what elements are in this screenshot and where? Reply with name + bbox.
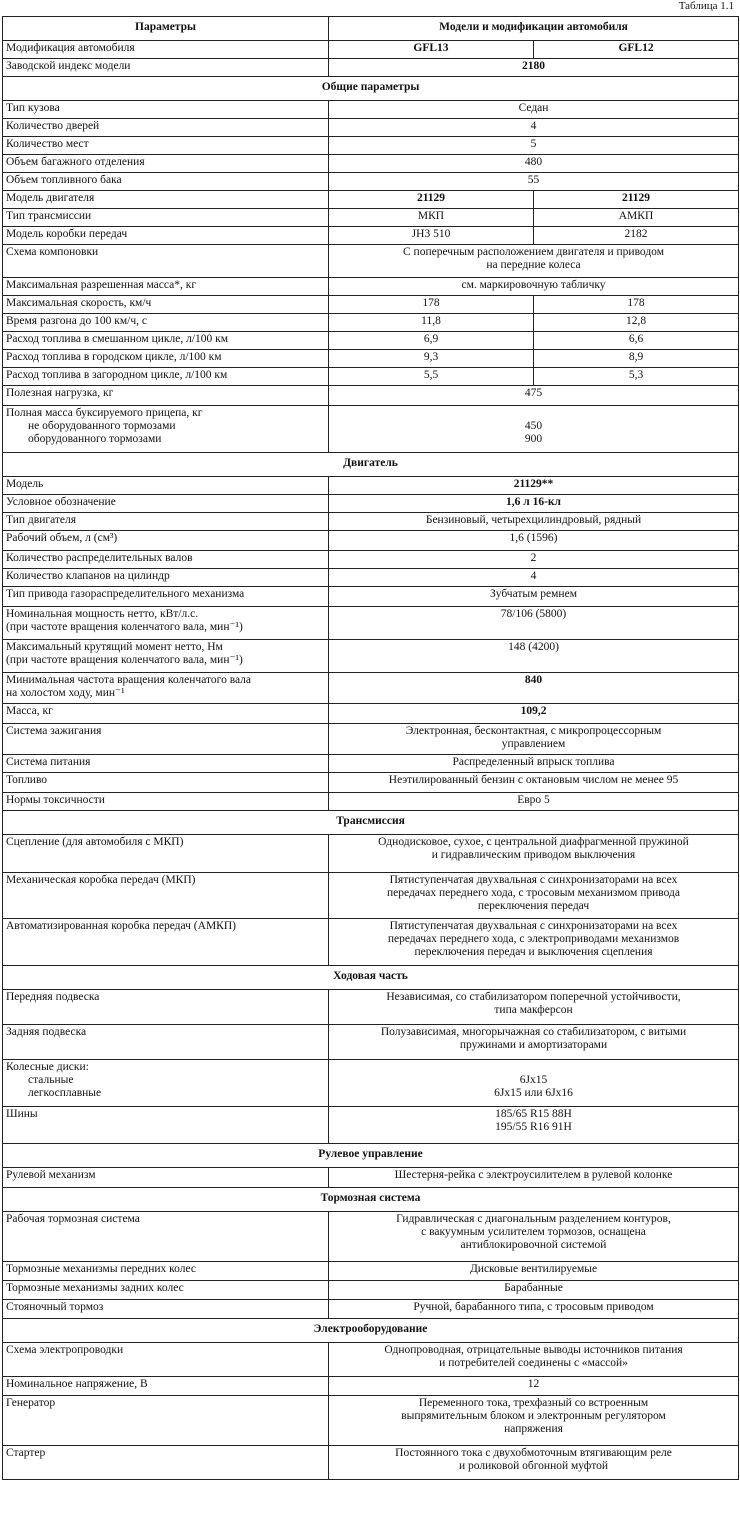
value-line: и потребителей соединены с «массой» — [439, 1357, 628, 1369]
row-label — [3, 673, 329, 704]
table-row — [3, 587, 739, 607]
table-row — [3, 569, 739, 587]
value-line: и роликовой обгонной муфтой — [459, 1460, 608, 1472]
value-line: Пятиступенчатая двухвальная с синхронизаторами на всех — [389, 874, 678, 886]
table-row — [3, 919, 739, 966]
table-row — [3, 607, 739, 640]
table-row — [3, 513, 739, 531]
value-gfl12: 12,8 — [534, 314, 739, 332]
label-line: легкосплавные — [28, 1087, 102, 1099]
row-label: Тормозные механизмы задних колес — [3, 1281, 329, 1300]
value-line: передачах переднего хода, с электроприводами механизмов — [387, 933, 680, 945]
row-value: 2180 — [329, 59, 739, 77]
row-label: Шины — [3, 1107, 329, 1144]
value-line: напряжения — [504, 1423, 563, 1435]
value-line: 185/65 R15 88H — [495, 1108, 572, 1120]
value-line: 900 — [524, 433, 543, 445]
row-value — [329, 406, 739, 453]
value-line: 450 — [524, 420, 543, 432]
table-row — [3, 1060, 739, 1107]
table-header — [3, 17, 739, 41]
row-label: Расход топлива в смешанном цикле, л/100 км — [3, 332, 329, 350]
table-row — [3, 990, 739, 1025]
table-row — [3, 173, 739, 191]
label-line: Колесные диски: — [6, 1061, 89, 1073]
value-gfl12: 178 — [534, 296, 739, 314]
section-header — [3, 453, 739, 477]
label-line: Полная масса буксируемого прицепа, кг — [6, 407, 203, 419]
table-row — [3, 1107, 739, 1144]
row-value — [329, 1343, 739, 1377]
section-title: Электрооборудование — [3, 1319, 739, 1343]
row-label: Схема электропроводки — [3, 1343, 329, 1377]
row-value — [329, 873, 739, 919]
row-value — [329, 724, 739, 755]
value-line: с вакуумным усилителем тормозов, оснащена — [421, 1226, 646, 1238]
table-row — [3, 245, 739, 278]
row-label: Номинальное напряжение, В — [3, 1377, 329, 1396]
row-label: Расход топлива в городском цикле, л/100 км — [3, 350, 329, 368]
section-header — [3, 1144, 739, 1168]
section-title: Трансмиссия — [3, 811, 739, 835]
row-label: Топливо — [3, 773, 329, 793]
row-label: Расход топлива в загородном цикле, л/100 км — [3, 368, 329, 386]
table-row — [3, 155, 739, 173]
row-value: 5 — [329, 137, 739, 155]
row-label: Объем топливного бака — [3, 173, 329, 191]
label-line: Максимальный крутящий момент нетто, Нм — [6, 641, 223, 653]
row-label: Автоматизированная коробка передач (АМКП) — [3, 919, 329, 966]
value-gfl13: 11,8 — [329, 314, 534, 332]
table-row — [3, 1343, 739, 1377]
row-value — [329, 1107, 739, 1144]
table-row — [3, 209, 739, 227]
value-line: Однодисковое, сухое, с центральной диафрагменной пружиной — [378, 836, 689, 848]
row-label: Сцепление (для автомобиля с МКП) — [3, 835, 329, 873]
table-row — [3, 137, 739, 155]
row-value — [329, 919, 739, 966]
row-value: Седан — [329, 101, 739, 119]
table-row — [3, 296, 739, 314]
section-header — [3, 1319, 739, 1343]
row-value: 21129** — [329, 477, 739, 495]
row-label: Объем багажного отделения — [3, 155, 329, 173]
section-title: Общие параметры — [3, 77, 739, 101]
table-row — [3, 873, 739, 919]
label-line: (при частоте вращения коленчатого вала, мин⁻¹) — [6, 654, 243, 666]
label-line: стальные — [28, 1074, 74, 1086]
header-models: Модели и модификации автомобиля — [329, 17, 739, 41]
value-gfl12: 8,9 — [534, 350, 739, 368]
row-label: Тип трансмиссии — [3, 209, 329, 227]
value-gfl13: 21129 — [329, 191, 534, 209]
value-line: управлением — [501, 738, 566, 750]
row-label: Количество мест — [3, 137, 329, 155]
row-value: 78/106 (5800) — [329, 607, 739, 640]
row-value: 480 — [329, 155, 739, 173]
value-line: и гидравлическим приводом выключения — [431, 849, 636, 861]
section-title: Двигатель — [3, 453, 739, 477]
table-row — [3, 368, 739, 386]
row-label: Передняя подвеска — [3, 990, 329, 1025]
table-row — [3, 1377, 739, 1396]
value-gfl13: GFL13 — [329, 41, 534, 59]
table-row — [3, 101, 739, 119]
specifications-table — [2, 16, 739, 1480]
value-line: пружинами и амортизаторами — [459, 1039, 608, 1051]
table-row — [3, 278, 739, 296]
row-value: 12 — [329, 1377, 739, 1396]
label-line: на холостом ходу, мин⁻¹ — [6, 687, 125, 699]
label-line: Номинальная мощность нетто, кВт/л.с. — [6, 608, 199, 620]
value-line: Однопроводная, отрицательные выводы источников питания — [384, 1344, 683, 1356]
row-label: Генератор — [3, 1396, 329, 1446]
row-label: Модель — [3, 477, 329, 495]
value-gfl12: GFL12 — [534, 41, 739, 59]
table-row — [3, 350, 739, 368]
value-line: Постоянного тока с двухобмоточным втягивающим реле — [395, 1447, 672, 1459]
table-row — [3, 1446, 739, 1480]
value-gfl12: 2182 — [534, 227, 739, 245]
row-label: Тип двигателя — [3, 513, 329, 531]
row-label: Система зажигания — [3, 724, 329, 755]
section-header — [3, 77, 739, 101]
row-label: Тип привода газораспределительного механизма — [3, 587, 329, 607]
section-header — [3, 966, 739, 990]
row-label: Задняя подвеска — [3, 1025, 329, 1060]
row-value: Ручной, барабанного типа, с тросовым приводом — [329, 1300, 739, 1319]
table-row — [3, 551, 739, 569]
table-row — [3, 191, 739, 209]
row-label: Система питания — [3, 755, 329, 773]
row-label — [3, 1060, 329, 1107]
table-row — [3, 755, 739, 773]
row-value — [329, 1396, 739, 1446]
row-value: 4 — [329, 119, 739, 137]
table-row — [3, 314, 739, 332]
table-row — [3, 1025, 739, 1060]
value-gfl13: 178 — [329, 296, 534, 314]
table-caption: Таблица 1.1 — [678, 0, 734, 12]
table-row — [3, 673, 739, 704]
value-gfl12: АМКП — [534, 209, 739, 227]
value-line: Полузависимая, многорычажная со стабилизатором, с витыми — [380, 1026, 687, 1038]
table-row — [3, 1212, 739, 1262]
table-row — [3, 531, 739, 551]
value-gfl12: 5,3 — [534, 368, 739, 386]
row-label: Количество дверей — [3, 119, 329, 137]
row-label: Стартер — [3, 1446, 329, 1480]
row-label — [3, 607, 329, 640]
value-line: Независимая, со стабилизатором поперечной устойчивости, — [386, 991, 681, 1003]
value-line: переключения передач и выключения сцепления — [414, 946, 653, 958]
section-title: Тормозная система — [3, 1188, 739, 1212]
table-row — [3, 1300, 739, 1319]
table-row — [3, 227, 739, 245]
row-value: 55 — [329, 173, 739, 191]
value-gfl13: 9,3 — [329, 350, 534, 368]
row-label: Максимальная скорость, км/ч — [3, 296, 329, 314]
row-value: Зубчатым ремнем — [329, 587, 739, 607]
table-row — [3, 41, 739, 59]
row-label: Тормозные механизмы передних колес — [3, 1262, 329, 1281]
section-header — [3, 811, 739, 835]
table-row — [3, 1281, 739, 1300]
value-line: типа макферсон — [494, 1004, 573, 1016]
value-line: Гидравлическая с диагональным разделением контуров, — [396, 1213, 671, 1225]
row-label: Масса, кг — [3, 704, 329, 724]
row-label: Рабочая тормозная система — [3, 1212, 329, 1262]
row-value: см. маркировочную табличку — [329, 278, 739, 296]
row-value: Барабанные — [329, 1281, 739, 1300]
value-line: переключения передач — [477, 900, 590, 912]
row-value: 148 (4200) — [329, 640, 739, 673]
row-value — [329, 1446, 739, 1480]
row-value: 1,6 л 16-кл — [329, 495, 739, 513]
row-label: Механическая коробка передач (МКП) — [3, 873, 329, 919]
row-label: Полезная нагрузка, кг — [3, 386, 329, 406]
row-label: Количество клапанов на цилиндр — [3, 569, 329, 587]
value-line: 6Jx15 — [519, 1074, 548, 1086]
row-value — [329, 990, 739, 1025]
table-row — [3, 59, 739, 77]
value-line: 195/55 R16 91H — [495, 1121, 572, 1133]
table-row — [3, 704, 739, 724]
row-label: Модель двигателя — [3, 191, 329, 209]
table-row — [3, 1168, 739, 1188]
table-row — [3, 1396, 739, 1446]
row-value: 109,2 — [329, 704, 739, 724]
table-row — [3, 386, 739, 406]
row-label: Модель коробки передач — [3, 227, 329, 245]
label-line: (при частоте вращения коленчатого вала, мин⁻¹) — [6, 621, 243, 633]
table-row — [3, 495, 739, 513]
table-row — [3, 477, 739, 495]
value-line: Электронная, бесконтактная, с микропроцессорным — [405, 725, 662, 737]
row-value — [329, 1060, 739, 1107]
row-value — [329, 1025, 739, 1060]
row-label: Тип кузова — [3, 101, 329, 119]
section-title: Ходовая часть — [3, 966, 739, 990]
table-row — [3, 773, 739, 793]
value-line: выпрямительным блоком и электронным регулятором — [401, 1410, 666, 1422]
value-gfl12: 21129 — [534, 191, 739, 209]
row-value: 475 — [329, 386, 739, 406]
row-value: 1,6 (1596) — [329, 531, 739, 551]
value-gfl13: МКП — [329, 209, 534, 227]
row-value: Шестерня-рейка с электроусилителем в рулевой колонке — [329, 1168, 739, 1188]
label-line: оборудованного тормозами — [28, 433, 162, 445]
row-value — [329, 835, 739, 873]
value-line: передачах переднего хода, с тросовым механизмом привода — [387, 887, 680, 899]
table-row — [3, 119, 739, 137]
row-value: 840 — [329, 673, 739, 704]
label-line: не оборудованного тормозами — [28, 420, 176, 432]
row-value — [329, 245, 739, 278]
value-line: С поперечным расположением двигателя и приводом — [403, 246, 664, 258]
value-gfl13: 5,5 — [329, 368, 534, 386]
header-params: Параметры — [3, 17, 329, 41]
value-line: 6Jx15 или 6Jx16 — [494, 1087, 573, 1099]
table-row — [3, 1262, 739, 1281]
row-label: Заводской индекс модели — [3, 59, 329, 77]
row-label: Количество распределительных валов — [3, 551, 329, 569]
row-label: Модификация автомобиля — [3, 41, 329, 59]
table-row — [3, 640, 739, 673]
section-title: Рулевое управление — [3, 1144, 739, 1168]
value-gfl13: JH3 510 — [329, 227, 534, 245]
row-value: 2 — [329, 551, 739, 569]
row-label: Стояночный тормоз — [3, 1300, 329, 1319]
value-line: Переменного тока, трехфазный со встроенным — [418, 1397, 649, 1409]
row-label — [3, 406, 329, 453]
label-line: Минимальная частота вращения коленчатого вала — [6, 674, 252, 686]
row-label — [3, 640, 329, 673]
table-row — [3, 724, 739, 755]
row-value: Евро 5 — [329, 793, 739, 811]
table-row — [3, 406, 739, 453]
table-row — [3, 793, 739, 811]
row-value: Дисковые вентилируемые — [329, 1262, 739, 1281]
value-line: антиблокировочной системой — [460, 1239, 607, 1251]
value-gfl12: 6,6 — [534, 332, 739, 350]
row-value: 4 — [329, 569, 739, 587]
row-label: Схема компоновки — [3, 245, 329, 278]
value-line: на передние колеса — [486, 259, 581, 271]
value-line: Пятиступенчатая двухвальная с синхронизаторами на всех — [389, 920, 678, 932]
table-row — [3, 332, 739, 350]
row-label: Максимальная разрешенная масса*, кг — [3, 278, 329, 296]
row-label: Рабочий объем, л (см³) — [3, 531, 329, 551]
row-label: Нормы токсичности — [3, 793, 329, 811]
row-value: Распределенный впрыск топлива — [329, 755, 739, 773]
section-header — [3, 1188, 739, 1212]
table-row — [3, 835, 739, 873]
row-label: Условное обозначение — [3, 495, 329, 513]
row-value: Неэтилированный бензин с октановым числом не менее 95 — [329, 773, 739, 793]
row-value — [329, 1212, 739, 1262]
row-label: Время разгона до 100 км/ч, с — [3, 314, 329, 332]
row-value: Бензиновый, четырехцилиндровый, рядный — [329, 513, 739, 531]
value-gfl13: 6,9 — [329, 332, 534, 350]
row-label: Рулевой механизм — [3, 1168, 329, 1188]
